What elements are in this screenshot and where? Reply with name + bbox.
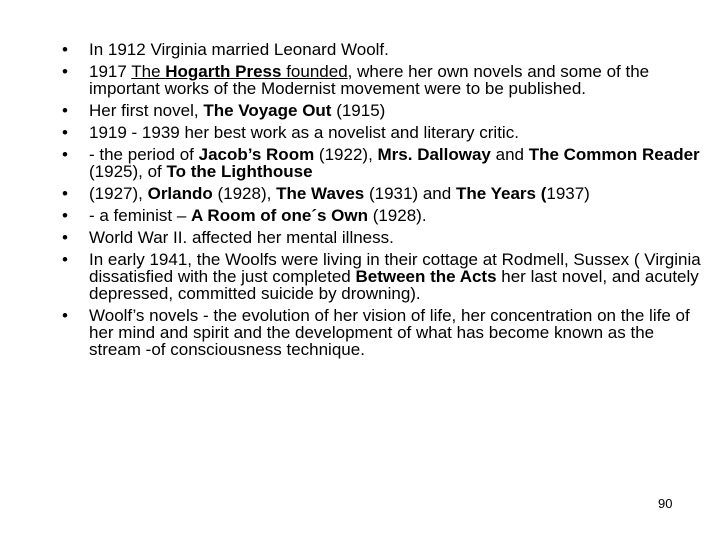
bullet-list — [62, 41, 702, 363]
bullet-text-segment: 1919 - 1939 her best work as a novelist and literary critic. — [89, 123, 519, 142]
bullet-text-segment: 1917 — [89, 62, 132, 81]
bullet-text-segment: (1928). — [367, 206, 427, 225]
bullet-text-segment: and — [490, 145, 529, 164]
bullet-text-segment: (1925), of — [89, 162, 167, 181]
bullet-text-segment: In 1912 Virginia married Leonard Woolf. — [89, 40, 389, 59]
bullet-dot-icon: • — [62, 306, 68, 325]
bullet-dot-icon: • — [62, 123, 68, 142]
bullet-item — [62, 185, 702, 202]
bullet-text-segment: In early 1941, the Woolfs were living in their cottage at Rodmell, Sussex ( Virginia dissatisfied with the just completed — [89, 250, 701, 286]
bullet-text-segment: The — [131, 62, 166, 81]
bullet-dot-icon: • — [62, 250, 68, 269]
bullet-text-segment: , where her own novels and some of the important works of the Modernist movement were to be published. — [89, 62, 650, 98]
bullet-item — [62, 124, 702, 141]
bullet-item — [62, 63, 702, 97]
bullet-text-segment: (1922), — [314, 145, 378, 164]
bullet-text-segment: (1931) and — [364, 184, 456, 203]
bullet-item — [62, 307, 702, 358]
bullet-item — [62, 41, 702, 58]
bullet-text-segment: The Voyage Out — [203, 101, 332, 120]
bullet-dot-icon: • — [62, 101, 68, 120]
bullet-text-segment: Jacob’s Room — [198, 145, 315, 164]
bullet-item — [62, 102, 702, 119]
bullet-dot-icon: • — [62, 62, 68, 81]
bullet-text-segment: - the period of — [89, 145, 199, 164]
bullet-dot-icon: • — [62, 145, 68, 164]
bullet-dot-icon: • — [62, 206, 68, 225]
bullet-text-segment: (1915) — [331, 101, 386, 120]
page-number: 90 — [658, 496, 673, 511]
bullet-text-segment: (1928), — [212, 184, 277, 203]
bullet-text-segment: The Common Reader — [528, 145, 700, 164]
bullet-text-segment: Woolf’s novels - the evolution of her vision of life, her concentration on the life of her mind and spirit and the development of what has become known as the stream -of consciousness technique. — [89, 306, 690, 359]
bullet-item — [62, 229, 702, 246]
bullet-text-segment: The Waves — [276, 184, 365, 203]
bullet-text-segment: Hogarth Press — [165, 62, 282, 81]
bullet-text-segment: World War II. affected her mental illness. — [89, 228, 394, 247]
bullet-text-segment: The Years ( — [455, 184, 547, 203]
bullet-text-segment: - a feminist – — [89, 206, 192, 225]
bullet-item — [62, 207, 702, 224]
bullet-text-segment: Between the Acts — [355, 267, 497, 286]
bullet-text-segment: 1937) — [546, 184, 590, 203]
bullet-dot-icon: • — [62, 40, 68, 59]
bullet-text-segment: Mrs. Dalloway — [377, 145, 491, 164]
bullet-dot-icon: • — [62, 228, 68, 247]
bullet-item — [62, 146, 702, 180]
bullet-dot-icon: • — [62, 184, 68, 203]
bullet-text-segment: Her first novel, — [89, 101, 204, 120]
bullet-text-segment: (1927), — [89, 184, 148, 203]
bullet-text-segment: To the Lighthouse — [166, 162, 313, 181]
bullet-item — [62, 251, 702, 302]
bullet-text-segment: Orlando — [147, 184, 213, 203]
bullet-text-segment: founded — [281, 62, 348, 81]
bullet-text-segment: A Room of one´s Own — [191, 206, 368, 225]
bullet-text-segment: her last novel, and acutely depressed, committed suicide by drowning). — [89, 267, 699, 303]
